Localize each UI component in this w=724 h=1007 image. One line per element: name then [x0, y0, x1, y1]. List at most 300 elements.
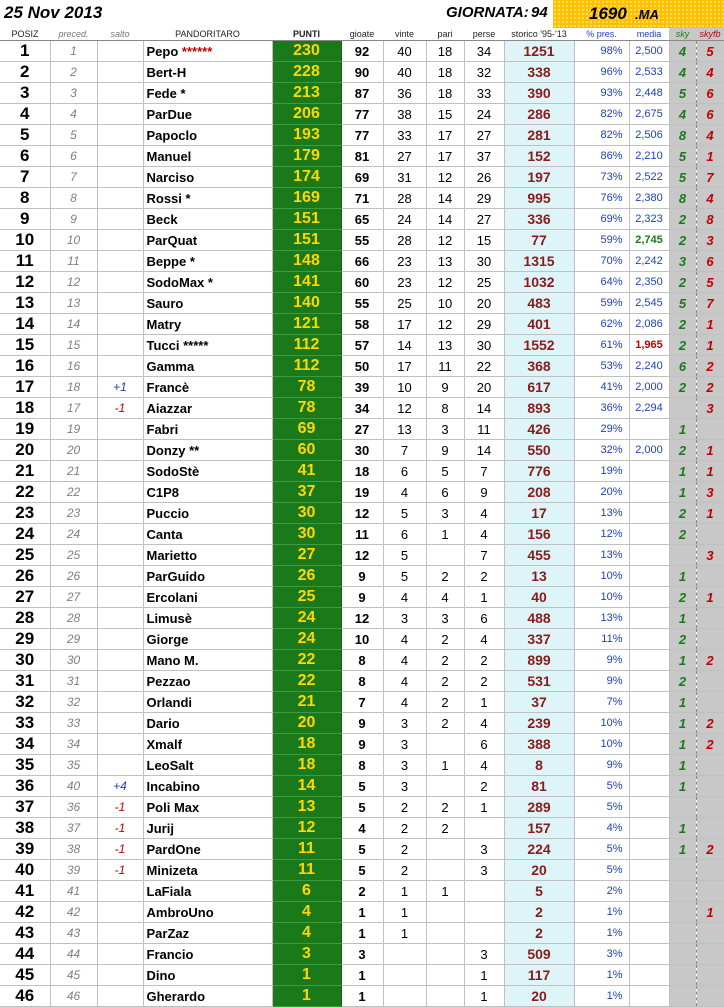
played-cell: 87 [341, 83, 383, 104]
sky-cell: 1 [669, 776, 696, 797]
draws-cell: 2 [426, 629, 464, 650]
skyfb-cell [696, 818, 724, 839]
losses-cell: 2 [464, 671, 504, 692]
losses-cell: 29 [464, 188, 504, 209]
presence-cell: 2% [574, 881, 629, 902]
skyfb-cell [696, 692, 724, 713]
average-cell [629, 545, 669, 566]
change-cell [97, 41, 143, 62]
losses-cell: 1 [464, 986, 504, 1007]
previous-position-cell: 5 [50, 125, 97, 146]
historic-cell: 336 [504, 209, 574, 230]
losses-cell [464, 881, 504, 902]
player-name: Gamma [146, 358, 195, 374]
position-cell: 9 [0, 209, 50, 230]
average-cell [629, 608, 669, 629]
presence-cell: 73% [574, 167, 629, 188]
position-cell: 8 [0, 188, 50, 209]
draws-cell: 3 [426, 608, 464, 629]
previous-position-cell: 17 [50, 398, 97, 419]
previous-position-cell: 18 [50, 377, 97, 398]
losses-cell: 32 [464, 62, 504, 83]
skyfb-cell: 6 [696, 83, 724, 104]
draws-cell: 14 [426, 209, 464, 230]
previous-position-cell: 37 [50, 818, 97, 839]
losses-cell: 4 [464, 629, 504, 650]
presence-cell: 1% [574, 923, 629, 944]
player-name-cell [143, 797, 272, 818]
presence-cell: 10% [574, 587, 629, 608]
draws-cell: 18 [426, 62, 464, 83]
wins-cell: 14 [383, 335, 426, 356]
played-cell: 18 [341, 461, 383, 482]
average-cell: 2,242 [629, 251, 669, 272]
played-cell: 5 [341, 776, 383, 797]
skyfb-cell: 2 [696, 650, 724, 671]
average-cell [629, 461, 669, 482]
player-name: Francio [146, 946, 194, 962]
sky-cell: 5 [669, 293, 696, 314]
player-name: Dario [146, 715, 180, 731]
player-name-cell [143, 335, 272, 356]
skyfb-cell: 3 [696, 545, 724, 566]
points-cell: 169 [272, 188, 341, 209]
skyfb-cell: 1 [696, 503, 724, 524]
table-row [0, 293, 724, 314]
historic-cell: 455 [504, 545, 574, 566]
played-cell: 2 [341, 881, 383, 902]
presence-cell: 5% [574, 839, 629, 860]
presence-cell: 93% [574, 83, 629, 104]
presence-cell: 96% [574, 62, 629, 83]
draws-cell: 12 [426, 167, 464, 188]
skyfb-cell: 2 [696, 734, 724, 755]
player-name-cell [143, 671, 272, 692]
position-cell: 4 [0, 104, 50, 125]
wins-cell: 2 [383, 839, 426, 860]
player-name: Francè [146, 379, 190, 395]
points-cell: 148 [272, 251, 341, 272]
draws-cell: 6 [426, 482, 464, 503]
change-cell [97, 902, 143, 923]
previous-position-cell: 12 [50, 272, 97, 293]
average-cell: 2,240 [629, 356, 669, 377]
played-cell: 9 [341, 566, 383, 587]
player-name-cell [143, 104, 272, 125]
historic-cell: 2 [504, 923, 574, 944]
draws-cell [426, 923, 464, 944]
played-cell: 5 [341, 860, 383, 881]
previous-position-cell: 42 [50, 902, 97, 923]
player-name-cell [143, 713, 272, 734]
draws-cell [426, 776, 464, 797]
wins-cell: 17 [383, 314, 426, 335]
presence-cell: 20% [574, 482, 629, 503]
points-cell: 22 [272, 671, 341, 692]
position-cell: 14 [0, 314, 50, 335]
draws-cell: 2 [426, 713, 464, 734]
losses-cell: 6 [464, 608, 504, 629]
table-row [0, 41, 724, 62]
change-cell [97, 692, 143, 713]
skyfb-cell: 6 [696, 251, 724, 272]
player-name-cell [143, 125, 272, 146]
skyfb-cell: 6 [696, 104, 724, 125]
position-cell: 19 [0, 419, 50, 440]
sky-cell [669, 881, 696, 902]
played-cell: 66 [341, 251, 383, 272]
change-cell [97, 482, 143, 503]
table-row [0, 230, 724, 251]
played-cell: 55 [341, 293, 383, 314]
played-cell: 71 [341, 188, 383, 209]
header-sky: sky [669, 28, 696, 41]
table-row [0, 209, 724, 230]
losses-cell: 9 [464, 482, 504, 503]
position-cell: 37 [0, 797, 50, 818]
average-cell: 2,506 [629, 125, 669, 146]
draws-cell: 17 [426, 125, 464, 146]
table-row [0, 104, 724, 125]
points-cell: 213 [272, 83, 341, 104]
average-cell: 2,350 [629, 272, 669, 293]
player-name: Matry [146, 316, 182, 332]
wins-cell: 5 [383, 545, 426, 566]
previous-position-cell: 29 [50, 629, 97, 650]
change-cell [97, 944, 143, 965]
previous-position-cell: 41 [50, 881, 97, 902]
skyfb-cell: 4 [696, 188, 724, 209]
player-name: Dino [146, 967, 176, 983]
position-cell: 44 [0, 944, 50, 965]
average-cell: 2,500 [629, 41, 669, 62]
header-giocate: gioate [341, 28, 383, 41]
wins-cell [383, 986, 426, 1007]
wins-cell: 3 [383, 608, 426, 629]
presence-cell: 53% [574, 356, 629, 377]
played-cell: 77 [341, 104, 383, 125]
position-cell: 11 [0, 251, 50, 272]
skyfb-cell [696, 608, 724, 629]
losses-cell [464, 902, 504, 923]
draws-cell: 3 [426, 419, 464, 440]
position-cell: 24 [0, 524, 50, 545]
historic-cell: 2 [504, 902, 574, 923]
average-cell: 2,210 [629, 146, 669, 167]
skyfb-cell: 7 [696, 167, 724, 188]
draws-cell: 12 [426, 230, 464, 251]
skyfb-cell [696, 860, 724, 881]
change-cell [97, 230, 143, 251]
change-cell [97, 356, 143, 377]
header-skyfb: skyfb [696, 28, 724, 41]
sky-cell: 2 [669, 629, 696, 650]
position-cell: 13 [0, 293, 50, 314]
historic-cell: 208 [504, 482, 574, 503]
previous-position-cell: 27 [50, 587, 97, 608]
presence-cell: 62% [574, 314, 629, 335]
player-name: Manuel [146, 148, 192, 164]
average-cell [629, 671, 669, 692]
player-name: Pezzao [146, 673, 191, 689]
player-name: Fabri [146, 421, 179, 437]
presence-cell: 13% [574, 608, 629, 629]
skyfb-cell [696, 755, 724, 776]
sky-cell: 1 [669, 818, 696, 839]
sky-cell: 2 [669, 314, 696, 335]
wins-cell: 40 [383, 41, 426, 62]
average-cell: 2,745 [629, 230, 669, 251]
player-name: Bert-H [146, 64, 187, 80]
position-cell: 26 [0, 566, 50, 587]
losses-cell: 3 [464, 839, 504, 860]
player-name-cell [143, 944, 272, 965]
skyfb-cell: 1 [696, 587, 724, 608]
played-cell: 1 [341, 986, 383, 1007]
skyfb-cell: 2 [696, 839, 724, 860]
historic-cell: 13 [504, 566, 574, 587]
losses-cell: 14 [464, 440, 504, 461]
draws-cell [426, 860, 464, 881]
losses-cell: 1 [464, 692, 504, 713]
previous-position-cell: 2 [50, 62, 97, 83]
player-name-cell [143, 62, 272, 83]
losses-cell: 3 [464, 944, 504, 965]
draws-cell: 2 [426, 692, 464, 713]
presence-cell: 32% [574, 440, 629, 461]
played-cell: 8 [341, 755, 383, 776]
draws-cell: 14 [426, 188, 464, 209]
presence-cell: 10% [574, 566, 629, 587]
change-cell [97, 293, 143, 314]
historic-cell: 40 [504, 587, 574, 608]
points-cell: 18 [272, 755, 341, 776]
table-row [0, 986, 724, 1007]
historic-cell: 286 [504, 104, 574, 125]
wins-cell: 6 [383, 461, 426, 482]
wins-cell: 31 [383, 167, 426, 188]
previous-position-cell: 13 [50, 293, 97, 314]
position-cell: 16 [0, 356, 50, 377]
wins-cell [383, 965, 426, 986]
table-row [0, 734, 724, 755]
player-name-cell [143, 965, 272, 986]
points-cell: 1 [272, 986, 341, 1007]
change-cell: +4 [97, 776, 143, 797]
table-row [0, 671, 724, 692]
header-pari: pari [426, 28, 464, 41]
change-cell [97, 965, 143, 986]
sky-cell: 2 [669, 272, 696, 293]
historic-cell: 1315 [504, 251, 574, 272]
player-name: Orlandi [146, 694, 193, 710]
player-name: Minizeta [146, 862, 198, 878]
sky-cell: 4 [669, 62, 696, 83]
skyfb-cell: 1 [696, 461, 724, 482]
player-name-cell [143, 776, 272, 797]
sky-cell: 2 [669, 503, 696, 524]
losses-cell [464, 923, 504, 944]
losses-cell: 3 [464, 860, 504, 881]
position-cell: 34 [0, 734, 50, 755]
table-row [0, 524, 724, 545]
table-row [0, 251, 724, 272]
sky-cell: 2 [669, 440, 696, 461]
played-cell: 12 [341, 503, 383, 524]
historic-cell: 8 [504, 755, 574, 776]
presence-cell: 13% [574, 545, 629, 566]
header-perse: perse [464, 28, 504, 41]
wins-cell: 5 [383, 566, 426, 587]
played-cell: 34 [341, 398, 383, 419]
standings-table [0, 28, 724, 1007]
change-cell [97, 545, 143, 566]
losses-cell: 14 [464, 398, 504, 419]
points-cell: 151 [272, 209, 341, 230]
draws-cell [426, 986, 464, 1007]
skyfb-cell: 1 [696, 335, 724, 356]
skyfb-cell: 1 [696, 440, 724, 461]
draws-cell: 12 [426, 272, 464, 293]
previous-position-cell: 35 [50, 755, 97, 776]
player-name: Beck [146, 211, 178, 227]
previous-position-cell: 33 [50, 713, 97, 734]
skyfb-cell: 5 [696, 41, 724, 62]
wins-cell: 3 [383, 713, 426, 734]
champion-stars: ****** [181, 43, 213, 59]
wins-cell: 25 [383, 293, 426, 314]
historic-cell: 338 [504, 62, 574, 83]
position-cell: 43 [0, 923, 50, 944]
wins-cell: 28 [383, 188, 426, 209]
total-points-value: 1690 [589, 4, 627, 23]
historic-cell: 426 [504, 419, 574, 440]
change-cell [97, 671, 143, 692]
giornata-number: 94 [531, 4, 548, 21]
player-name-cell [143, 293, 272, 314]
wins-cell: 1 [383, 881, 426, 902]
wins-cell: 4 [383, 650, 426, 671]
wins-cell: 4 [383, 629, 426, 650]
historic-cell: 37 [504, 692, 574, 713]
historic-cell: 1251 [504, 41, 574, 62]
title-row [0, 0, 724, 28]
played-cell: 92 [341, 41, 383, 62]
average-cell [629, 818, 669, 839]
previous-position-cell: 25 [50, 545, 97, 566]
player-name: Puccio [146, 505, 190, 521]
historic-cell: 337 [504, 629, 574, 650]
points-cell: 24 [272, 608, 341, 629]
header-storico: storico '95-'13 [504, 28, 574, 41]
wins-cell: 23 [383, 272, 426, 293]
previous-position-cell: 19 [50, 419, 97, 440]
player-name-cell [143, 272, 272, 293]
presence-cell: 64% [574, 272, 629, 293]
position-cell: 15 [0, 335, 50, 356]
change-cell [97, 587, 143, 608]
change-cell [97, 986, 143, 1007]
skyfb-cell: 2 [696, 356, 724, 377]
player-name: Mano M. [146, 652, 199, 668]
played-cell: 90 [341, 62, 383, 83]
average-cell: 2,000 [629, 377, 669, 398]
points-cell: 151 [272, 230, 341, 251]
presence-cell: 11% [574, 629, 629, 650]
table-row [0, 503, 724, 524]
points-cell: 78 [272, 377, 341, 398]
presence-cell: 5% [574, 797, 629, 818]
player-name: Giorge [146, 631, 189, 647]
historic-cell: 224 [504, 839, 574, 860]
change-cell: -1 [97, 398, 143, 419]
average-cell [629, 944, 669, 965]
position-cell: 27 [0, 587, 50, 608]
losses-cell: 30 [464, 335, 504, 356]
change-cell [97, 608, 143, 629]
table-row [0, 566, 724, 587]
average-cell: 2,545 [629, 293, 669, 314]
skyfb-cell [696, 965, 724, 986]
draws-cell: 3 [426, 503, 464, 524]
skyfb-cell: 3 [696, 398, 724, 419]
change-cell: +1 [97, 377, 143, 398]
sky-cell: 2 [669, 671, 696, 692]
player-name-cell [143, 566, 272, 587]
table-row [0, 125, 724, 146]
skyfb-cell [696, 776, 724, 797]
header-vinte: vinte [383, 28, 426, 41]
player-name: Marietto [146, 547, 198, 563]
table-row [0, 650, 724, 671]
player-name: C1P8 [146, 484, 180, 500]
player-name: Xmalf [146, 736, 182, 752]
wins-cell: 5 [383, 503, 426, 524]
change-cell [97, 272, 143, 293]
sky-cell: 3 [669, 251, 696, 272]
average-cell: 2,294 [629, 398, 669, 419]
points-cell: 69 [272, 419, 341, 440]
change-cell [97, 503, 143, 524]
losses-cell: 30 [464, 251, 504, 272]
points-cell: 11 [272, 860, 341, 881]
player-name: Fede * [146, 85, 186, 101]
points-cell: 11 [272, 839, 341, 860]
change-cell [97, 566, 143, 587]
player-name-cell [143, 440, 272, 461]
played-cell: 65 [341, 209, 383, 230]
player-name-cell [143, 356, 272, 377]
draws-cell: 9 [426, 440, 464, 461]
presence-cell: 1% [574, 986, 629, 1007]
draws-cell: 1 [426, 755, 464, 776]
player-name: ParQuat [146, 232, 198, 248]
historic-cell: 239 [504, 713, 574, 734]
player-name: Donzy ** [146, 442, 200, 458]
points-cell: 26 [272, 566, 341, 587]
points-cell: 230 [272, 41, 341, 62]
draws-cell: 11 [426, 356, 464, 377]
change-cell [97, 419, 143, 440]
historic-cell: 281 [504, 125, 574, 146]
previous-position-cell: 8 [50, 188, 97, 209]
change-cell [97, 650, 143, 671]
standings-rows [0, 41, 724, 1007]
previous-position-cell: 39 [50, 860, 97, 881]
player-name-cell [143, 545, 272, 566]
sky-cell: 6 [669, 356, 696, 377]
table-row [0, 608, 724, 629]
